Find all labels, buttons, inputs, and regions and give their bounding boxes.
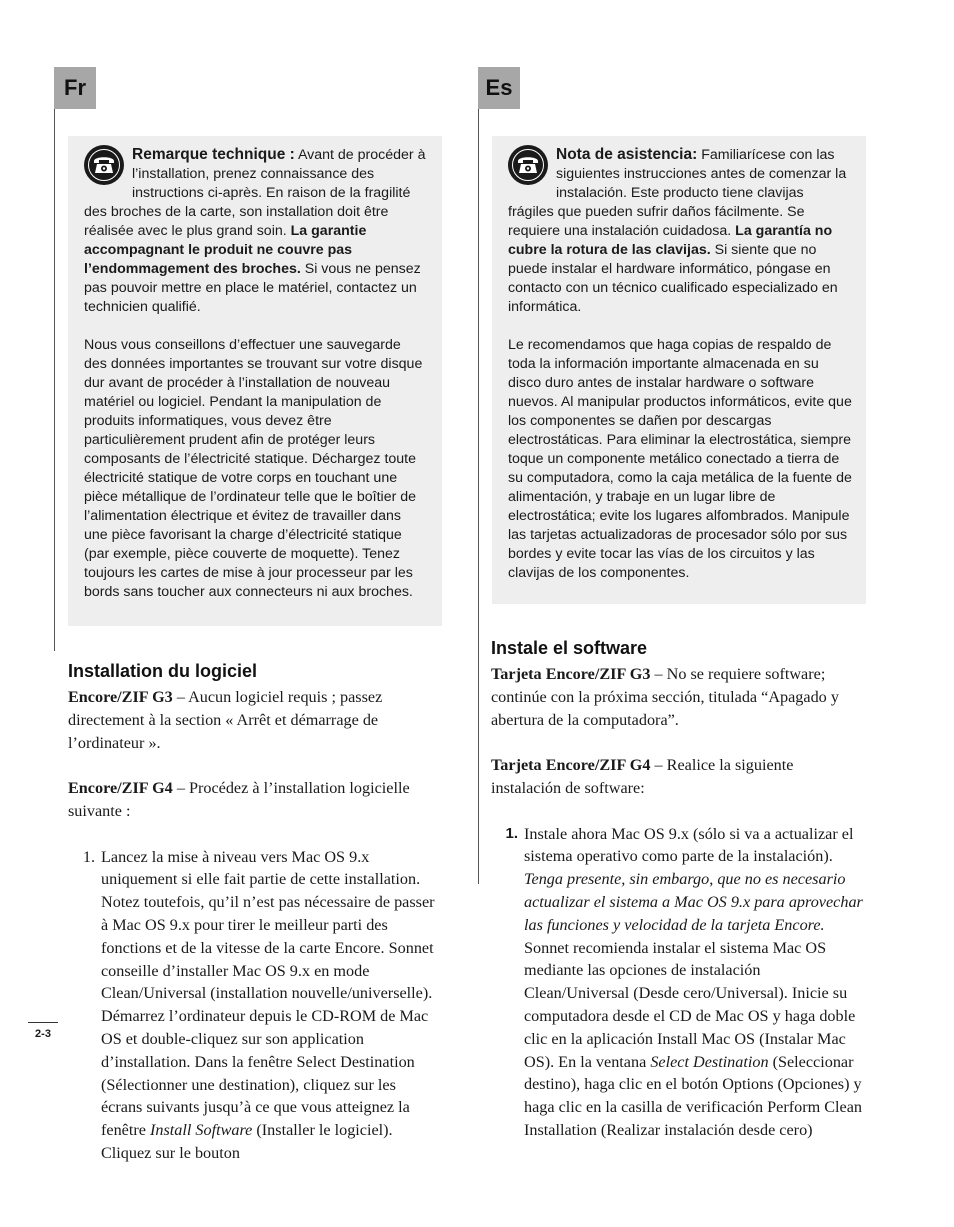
language-tab-label: Fr	[64, 75, 86, 100]
note-warranty-text: La garantía no cubre la rotura de las clavijas.	[508, 223, 833, 258]
step-text: Lancez la mise à niveau vers Mac OS 9.x uniquement si elle fait partie de cette installation. Notez toutefois, qu’il n’est pas nécessaire de passer à Mac OS 9.x pour tirer le meilleur parti des fonctions et de la vitesse de la carte Encore. Sonnet conseille d’installer Mac OS 9.x en mode Clean/Universal (installation nouvelle/universelle). Démarrez l’ordinateur depuis le CD-ROM de Mac OS et double-cliquez sur son application d’installation. Dans la fenêtre Select Destination (Sélectionner une destination), cliquez sur les écrans suivants jusqu’à ce que vous atteignez la fenêtre Install Software (Installer le logiciel). Cliquez sur le bouton	[101, 847, 435, 1162]
column-rule-fr	[54, 109, 55, 651]
phone-support-icon	[508, 145, 548, 185]
g3-text: – No se requiere software; continúe con la próxima sección, titulada “Apagado y abertura de la computadora”.	[491, 665, 839, 729]
install-text-fr	[68, 686, 438, 1165]
install-steps	[491, 823, 863, 1142]
g3-label: Tarjeta Encore/ZIF G3	[491, 665, 651, 683]
section-heading-es: Instale el software	[491, 638, 648, 658]
g4-text: – Procédez à l’installation logicielle suivante :	[68, 779, 410, 820]
g4-text: – Realice la siguiente instalación de software:	[491, 756, 794, 797]
step-text: Instale ahora Mac OS 9.x (sólo si va a actualizar el sistema operativo como parte de la instalación). Tenga presente, sin embargo, que no es necesario actualizar el sistema a Mac OS 9.x para aprovechar las funciones y velocidad de la tarjeta Encore. Sonnet recomienda instalar el sistema Mac OS mediante las opciones de instalación Clean/Universal (Desde cero/Universal). Inicie su computadora desde el CD de Mac OS y haga doble clic en la aplicación Install Mac OS (Instalar Mac OS). En la ventana Select Destination (Seleccionar destino), haga clic en el botón Options (Opciones) y haga clic en la casilla de verificación Perform Clean Installation (Realizar instalación desde cero)	[524, 824, 863, 1139]
g3-text: – Aucun logiciel requis ; passez directement à la section « Arrêt et démarrage de l’ordinateur ».	[68, 688, 383, 752]
note-text: Familiarícese con las siguientes instrucciones antes de comenzar la instalación. Este producto tiene clavijas frágiles que pueden sufrir daños fácilmente. Se requiere una instalación cuidadosa.	[508, 147, 847, 239]
g3-label: Encore/ZIF G3	[68, 688, 173, 706]
step-number: 1.	[82, 847, 95, 866]
step-number: 1.	[505, 824, 518, 842]
note-paragraph-2: Le recomendamos que haga copias de respaldo de toda la información importante almacenada en su disco duro antes de instalar hardware o software nuevos. Al manipular productos informáticos, evite que los componentes se dañen por descargas electrostáticas. Para eliminar la electrostática, siempre toque un componente metálico conectado a tierra de su computadora, como la caja metálica de la fuente de alimentación, y trabaje en un lugar libre de electrostática; evite los lugares alfombrados. Manipule las tarjetas actualizadoras de procesador sólo por sus bordes y evite tocar las vías de los circuitos y las clavijas de los componentes.	[508, 337, 852, 581]
note-title: Remarque technique :	[132, 146, 295, 163]
language-tab-es	[478, 67, 520, 109]
page-number: 2-3	[28, 1022, 58, 1040]
note-text: Avant de procéder à l’installation, prenez connaissance des instructions ci-après. En raison de la fragilité des broches de la carte, son installation doit être réalisée avec le plus grand soin.	[84, 147, 426, 239]
g3-paragraph	[68, 686, 438, 754]
list-item	[68, 846, 438, 1165]
g3-paragraph	[491, 663, 863, 731]
note-paragraph-1	[508, 145, 852, 317]
note-text-end: Si siente que no puede instalar el hardware informático, póngase en contacto con un técnico cualificado especializado en informática.	[508, 242, 838, 315]
note-paragraph-1	[84, 145, 426, 317]
support-note-es	[492, 136, 866, 604]
g4-paragraph	[68, 777, 438, 823]
install-steps	[68, 846, 438, 1165]
note-text-end: Si vous ne pensez pas pouvoir mettre en place le matériel, contactez un technicien qualifié.	[84, 261, 421, 315]
install-text-es	[491, 663, 863, 1142]
note-warranty-text: La garantie accompagnant le produit ne couvre pas l’endommagement des broches.	[84, 223, 367, 277]
column-rule-es	[478, 109, 479, 884]
g4-label: Tarjeta Encore/ZIF G4	[491, 756, 651, 775]
list-item	[491, 823, 863, 1142]
note-title: Nota de asistencia:	[556, 146, 698, 163]
g4-paragraph	[491, 754, 863, 800]
note-paragraph-2: Nous vous conseillons d’effectuer une sauvegarde des données importantes se trouvant sur votre disque dur avant de procéder à l’installation de nouveau matériel ou logiciel. Pendant la manipulation de produits informatiques, vous devez être particulièrement prudent afin de protéger leurs composants de l’électricité statique. Déchargez toute électricité statique de votre corps en touchant une pièce métallique de l’ordinateur telle que le boîtier de l’alimentation électrique et évitez de travailler dans une pièce favorisant la charge d’électricité statique (par exemple, pièce couverte de moquette). Tenez toujours les cartes de mise à jour processeur par les bords sans toucher aux connecteurs ni aux broches.	[84, 337, 423, 600]
section-heading-fr: Installation du logiciel	[68, 661, 258, 681]
technical-note-fr	[68, 136, 442, 626]
language-tab-label: Es	[485, 75, 513, 100]
g4-label: Encore/ZIF G4	[68, 779, 173, 798]
phone-support-icon	[84, 145, 124, 185]
language-tab-fr	[54, 67, 96, 109]
